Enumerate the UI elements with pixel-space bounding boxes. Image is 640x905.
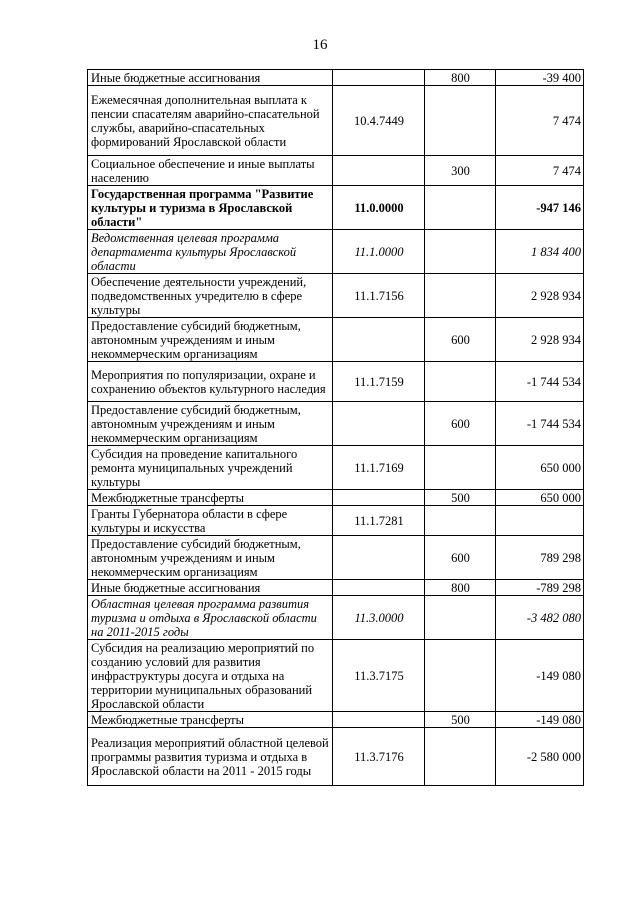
row-amount-cell: 7 474: [496, 86, 584, 156]
row-code-cell: [333, 490, 425, 506]
row-name-cell: Иные бюджетные ассигнования: [88, 70, 333, 86]
row-type-cell: 800: [425, 580, 496, 596]
row-name-cell: Реализация мероприятий областной целевой программы развития туризма и отдыха в Ярославской области на 2011 - 2015 годы: [88, 728, 333, 786]
table-row: [88, 728, 584, 786]
row-code-cell: 11.1.7169: [333, 446, 425, 490]
row-name-cell: Субсидия на реализацию мероприятий по созданию условий для развития инфраструктуры досуга и отдыха на территории муниципальных образований Ярославской области: [88, 640, 333, 712]
row-amount-cell: -149 080: [496, 640, 584, 712]
row-type-cell: 600: [425, 402, 496, 446]
row-code-cell: [333, 402, 425, 446]
table-row: [88, 596, 584, 640]
row-name-cell: Государственная программа "Развитие культуры и туризма в Ярославской области": [88, 186, 333, 230]
row-name-cell: Гранты Губернатора области в сфере культуры и искусства: [88, 506, 333, 536]
row-type-cell: [425, 362, 496, 402]
row-type-cell: [425, 728, 496, 786]
row-name-cell: Межбюджетные трансферты: [88, 490, 333, 506]
table-row: [88, 402, 584, 446]
row-type-cell: [425, 274, 496, 318]
row-type-cell: 600: [425, 536, 496, 580]
row-code-cell: [333, 70, 425, 86]
row-code-cell: 11.1.7281: [333, 506, 425, 536]
row-code-cell: 11.1.7156: [333, 274, 425, 318]
row-type-cell: [425, 640, 496, 712]
table-row: [88, 490, 584, 506]
row-code-cell: 11.1.0000: [333, 230, 425, 274]
row-name-cell: Социальное обеспечение и иные выплаты населению: [88, 156, 333, 186]
row-code-cell: 11.0.0000: [333, 186, 425, 230]
row-name-cell: Областная целевая программа развития туризма и отдыха в Ярославской области на 2011-2015 годы: [88, 596, 333, 640]
table-row: [88, 536, 584, 580]
page-number: 16: [312, 37, 328, 53]
row-amount-cell: -3 482 080: [496, 596, 584, 640]
row-type-cell: 500: [425, 490, 496, 506]
table-row: [88, 640, 584, 712]
row-name-cell: Мероприятия по популяризации, охране и сохранению объектов культурного наследия: [88, 362, 333, 402]
row-amount-cell: 650 000: [496, 446, 584, 490]
row-name-cell: Субсидия на проведение капитального ремонта муниципальных учреждений культуры: [88, 446, 333, 490]
row-name-cell: Обеспечение деятельности учреждений, подведомственных учредителю в сфере культуры: [88, 274, 333, 318]
row-name-cell: Межбюджетные трансферты: [88, 712, 333, 728]
row-type-cell: 800: [425, 70, 496, 86]
row-code-cell: [333, 318, 425, 362]
row-amount-cell: -947 146: [496, 186, 584, 230]
table-row: [88, 712, 584, 728]
row-name-cell: Предоставление субсидий бюджетным, автономным учреждениям и иным некоммерческим организациям: [88, 402, 333, 446]
row-name-cell: Предоставление субсидий бюджетным, автономным учреждениям и иным некоммерческим организациям: [88, 536, 333, 580]
row-amount-cell: 1 834 400: [496, 230, 584, 274]
table-row: [88, 362, 584, 402]
row-amount-cell: 650 000: [496, 490, 584, 506]
row-code-cell: [333, 156, 425, 186]
table-row: [88, 230, 584, 274]
row-code-cell: 10.4.7449: [333, 86, 425, 156]
row-code-cell: 11.3.7176: [333, 728, 425, 786]
row-name-cell: Ведомственная целевая программа департамента культуры Ярославской области: [88, 230, 333, 274]
row-type-cell: 600: [425, 318, 496, 362]
table-row: [88, 86, 584, 156]
row-amount-cell: 2 928 934: [496, 274, 584, 318]
table-row: [88, 580, 584, 596]
row-type-cell: [425, 596, 496, 640]
budget-table-body: [88, 70, 584, 786]
row-code-cell: 11.1.7159: [333, 362, 425, 402]
row-type-cell: [425, 230, 496, 274]
table-row: [88, 70, 584, 86]
row-type-cell: [425, 446, 496, 490]
row-amount-cell: -39 400: [496, 70, 584, 86]
row-code-cell: [333, 580, 425, 596]
row-amount-cell: -149 080: [496, 712, 584, 728]
table-row: [88, 318, 584, 362]
budget-table: [87, 69, 584, 786]
row-amount-cell: 7 474: [496, 156, 584, 186]
row-amount-cell: 2 928 934: [496, 318, 584, 362]
row-name-cell: Предоставление субсидий бюджетным, автономным учреждениям и иным некоммерческим организациям: [88, 318, 333, 362]
table-row: [88, 156, 584, 186]
row-code-cell: 11.3.7175: [333, 640, 425, 712]
row-code-cell: [333, 536, 425, 580]
row-type-cell: [425, 506, 496, 536]
table-row: [88, 274, 584, 318]
table-row: [88, 506, 584, 536]
row-amount-cell: -1 744 534: [496, 362, 584, 402]
row-type-cell: [425, 186, 496, 230]
row-name-cell: Ежемесячная дополнительная выплата к пенсии спасателям аварийно-спасательной службы, аварийно-спасательных формирований Ярославской области: [88, 86, 333, 156]
row-amount-cell: -2 580 000: [496, 728, 584, 786]
row-code-cell: 11.3.0000: [333, 596, 425, 640]
row-amount-cell: 789 298: [496, 536, 584, 580]
row-type-cell: [425, 86, 496, 156]
row-type-cell: 300: [425, 156, 496, 186]
table-row: [88, 446, 584, 490]
row-amount-cell: -1 744 534: [496, 402, 584, 446]
row-amount-cell: -789 298: [496, 580, 584, 596]
table-row: [88, 186, 584, 230]
row-amount-cell: [496, 506, 584, 536]
row-type-cell: 500: [425, 712, 496, 728]
row-name-cell: Иные бюджетные ассигнования: [88, 580, 333, 596]
row-code-cell: [333, 712, 425, 728]
